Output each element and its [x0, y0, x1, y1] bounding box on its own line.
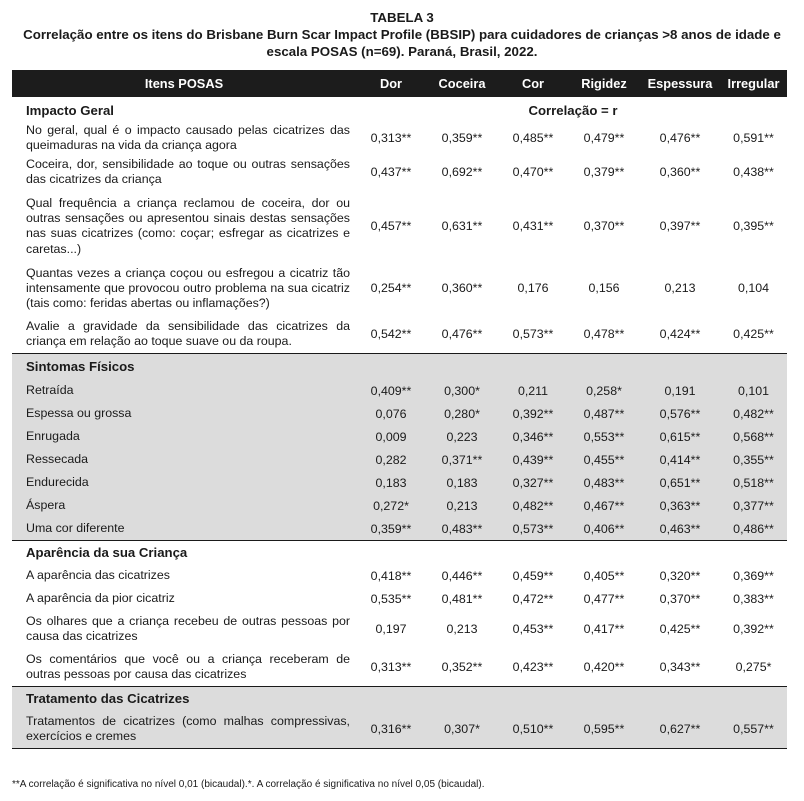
correlation-value: 0,363** — [640, 494, 720, 517]
header-rigidez: Rigidez — [581, 76, 627, 91]
item-text: Tratamentos de cicatrizes (como malhas compressivas, exercícios e cremes — [12, 710, 356, 748]
table-footnote: **A correlação é significativa no nível 0,01 (bicaudal).*. A correlação é significativa no nível 0,05 (bicaudal). — [12, 779, 485, 790]
correlation-value: 0,431** — [512, 219, 554, 234]
item-text: A aparência das cicatrizes — [26, 568, 170, 583]
correlation-value: 0,370** — [659, 591, 701, 606]
item-text: Uma cor diferente — [12, 517, 356, 540]
header-itens-posas: Itens POSAS — [144, 76, 224, 91]
correlation-value: 0,418** — [370, 568, 412, 583]
table-row — [12, 379, 787, 402]
correlation-value: 0,463** — [640, 517, 720, 540]
correlation-value: 0,510** — [498, 710, 568, 748]
correlation-value: 0,414** — [640, 448, 720, 471]
correlation-value: 0,446** — [441, 568, 483, 583]
correlation-value: 0,101 — [720, 379, 787, 402]
correlation-value: 0,254** — [370, 281, 412, 296]
correlation-value: 0,542** — [370, 327, 412, 342]
header-cor: Cor — [521, 76, 545, 91]
header-coceira: Coceira — [438, 76, 486, 91]
correlation-value: 0,223 — [426, 425, 498, 448]
correlation-value: 0,481** — [441, 591, 483, 606]
correlation-value: 0,383** — [733, 591, 774, 606]
correlation-value: 0,476** — [659, 131, 701, 146]
correlation-value: 0,397** — [659, 219, 701, 234]
correlation-value: 0,313** — [370, 131, 412, 146]
correlation-value: 0,487** — [568, 402, 640, 425]
correlation-value: 0,307* — [426, 710, 498, 748]
correlation-value: 0,379** — [583, 165, 625, 180]
item-text: A aparência da pior cicatriz — [26, 591, 175, 606]
correlation-value: 0,076 — [356, 402, 426, 425]
correlation-value: 0,392** — [733, 622, 774, 637]
correlation-value: 0,300* — [426, 379, 498, 402]
correlation-value: 0,359** — [356, 517, 426, 540]
correlation-value: 0,437** — [370, 165, 412, 180]
correlation-value: 0,457** — [370, 219, 412, 234]
correlation-value: 0,651** — [640, 471, 720, 494]
correlation-value: 0,183 — [426, 471, 498, 494]
correlation-value: 0,425** — [733, 327, 774, 342]
item-text: No geral, qual é o impacto causado pelas cicatrizes das queimaduras na vida da criança agora — [26, 123, 350, 153]
caption-line-1: Correlação entre os itens do Brisbane Burn Scar Impact Profile (BBSIP) para cuidadores de crianças >8 anos de idade e — [23, 27, 781, 42]
correlation-value: 0,692** — [441, 165, 483, 180]
correlation-value: 0,156 — [588, 281, 620, 296]
table-row — [12, 261, 787, 315]
correlation-value: 0,482** — [720, 402, 787, 425]
correlation-value: 0,417** — [583, 622, 625, 637]
table-row — [12, 425, 787, 448]
correlation-value: 0,424** — [659, 327, 701, 342]
correlation-table — [12, 70, 787, 749]
table-number: TABELA 3 — [370, 10, 434, 25]
header-dor: Dor — [379, 76, 403, 91]
correlation-value: 0,483** — [568, 471, 640, 494]
correlation-value: 0,420** — [583, 660, 625, 675]
correlation-value: 0,518** — [720, 471, 787, 494]
table-row — [12, 402, 787, 425]
correlation-value: 0,409** — [356, 379, 426, 402]
correlation-value: 0,479** — [583, 131, 625, 146]
correlation-value: 0,377** — [720, 494, 787, 517]
correlation-value: 0,343** — [659, 660, 701, 675]
correlation-value: 0,359** — [441, 131, 483, 146]
correlation-value: 0,406** — [568, 517, 640, 540]
correlation-value: 0,535** — [370, 591, 412, 606]
correlation-value: 0,371** — [426, 448, 498, 471]
section-header-row — [12, 540, 787, 564]
correlation-value: 0,176 — [517, 281, 549, 296]
correlation-value: 0,553** — [568, 425, 640, 448]
correlation-value: 0,455** — [568, 448, 640, 471]
table-row — [12, 564, 787, 587]
correlation-value: 0,191 — [640, 379, 720, 402]
table-row — [12, 448, 787, 471]
correlation-value: 0,360** — [441, 281, 483, 296]
section-title: Impacto Geral — [26, 102, 114, 118]
correlation-value: 0,573** — [498, 517, 568, 540]
correlation-value: 0,282 — [356, 448, 426, 471]
section-spacer — [356, 353, 787, 379]
section-spacer — [356, 97, 426, 123]
section-title: Tratamento das Cicatrizes — [12, 686, 356, 710]
correlation-value: 0,631** — [441, 219, 483, 234]
correlation-value: 0,483** — [426, 517, 498, 540]
correlation-value: 0,627** — [640, 710, 720, 748]
correlation-value: 0,438** — [733, 165, 774, 180]
item-text: Áspera — [12, 494, 356, 517]
item-text: Ressecada — [12, 448, 356, 471]
section-header-row — [12, 97, 787, 123]
correlation-value: 0,395** — [733, 219, 774, 234]
correlation-value: 0,320** — [659, 568, 701, 583]
correlation-value: 0,183 — [356, 471, 426, 494]
item-text: Qual frequência a criança reclamou de coceira, dor ou outras sensações ou apresentou sinais destas sensações nas suas cicatrizes (como: coçar; esfregar as cicatrizes e caretas...) — [26, 196, 350, 256]
correlation-value: 0,482** — [498, 494, 568, 517]
item-text: Coceira, dor, sensibilidade ao toque ou outras sensações das cicatrizes da criança — [26, 157, 350, 187]
item-text: Retraída — [12, 379, 356, 402]
table-row — [12, 153, 787, 191]
table-row — [12, 710, 787, 748]
correlation-value: 0,573** — [512, 327, 554, 342]
correlation-value: 0,486** — [720, 517, 787, 540]
table-row — [12, 123, 787, 153]
table-row — [12, 471, 787, 494]
item-text: Espessa ou grossa — [12, 402, 356, 425]
correlation-value: 0,453** — [512, 622, 554, 637]
correlation-value: 0,355** — [720, 448, 787, 471]
correlation-value: 0,439** — [498, 448, 568, 471]
section-title: Aparência da sua Criança — [12, 540, 356, 564]
correlation-value: 0,280* — [426, 402, 498, 425]
correlation-value: 0,472** — [512, 591, 554, 606]
correlation-value: 0,213 — [426, 494, 498, 517]
correlation-value: 0,425** — [659, 622, 701, 637]
header-espessura: Espessura — [647, 76, 713, 91]
correlation-value: 0,405** — [583, 568, 625, 583]
correlation-value: 0,352** — [441, 660, 483, 675]
table-row — [12, 517, 787, 540]
correlation-value: 0,576** — [640, 402, 720, 425]
correlation-value: 0,478** — [583, 327, 625, 342]
item-text: Avalie a gravidade da sensibilidade das cicatrizes da criança em relação ao toque suave ou da roupa. — [26, 318, 350, 349]
correlation-value: 0,476** — [441, 327, 483, 342]
correlation-value: 0,213 — [446, 622, 478, 637]
correlation-value: 0,369** — [733, 568, 774, 583]
table-row — [12, 191, 787, 261]
correlation-value: 0,477** — [583, 591, 625, 606]
table-header-row — [12, 70, 787, 97]
correlation-value: 0,360** — [659, 165, 701, 180]
table-row — [12, 587, 787, 610]
table-body — [12, 97, 787, 748]
correlation-value: 0,211 — [498, 379, 568, 402]
correlation-value: 0,615** — [640, 425, 720, 448]
correlation-value: 0,591** — [733, 131, 774, 146]
correlation-value: 0,197 — [375, 622, 407, 637]
section-spacer — [356, 686, 787, 710]
item-text: Os comentários que você ou a criança receberam de outras pessoas por causa das cicatrizes — [26, 651, 350, 682]
correlation-value: 0,258* — [568, 379, 640, 402]
correlation-value: 0,557** — [720, 710, 787, 748]
correlation-value: 0,370** — [583, 219, 625, 234]
item-text: Enrugada — [12, 425, 356, 448]
correlation-value: 0,327** — [498, 471, 568, 494]
header-irregular: Irregular — [727, 76, 780, 91]
correlation-value: 0,104 — [737, 281, 769, 296]
section-header-row — [12, 686, 787, 710]
correlation-value: 0,467** — [568, 494, 640, 517]
section-header-row — [12, 353, 787, 379]
correlation-value: 0,485** — [512, 131, 554, 146]
correlation-value: 0,313** — [370, 660, 412, 675]
section-title: Sintomas Físicos — [12, 353, 356, 379]
correlation-value: 0,568** — [720, 425, 787, 448]
section-spacer — [356, 540, 787, 564]
correlation-value: 0,009 — [356, 425, 426, 448]
table-row — [12, 494, 787, 517]
caption-line-2: escala POSAS (n=69). Paraná, Brasil, 2022. — [266, 44, 538, 59]
item-text: Os olhares que a criança recebeu de outras pessoas por causa das cicatrizes — [26, 614, 350, 644]
correlation-value: 0,213 — [664, 281, 696, 296]
item-text: Endurecida — [12, 471, 356, 494]
correlation-value: 0,275* — [735, 660, 772, 675]
correlation-value: 0,459** — [512, 568, 554, 583]
correlation-note: Correlação = r — [528, 102, 618, 118]
correlation-value: 0,423** — [512, 660, 554, 675]
section-spacer — [720, 97, 787, 123]
correlation-value: 0,272* — [356, 494, 426, 517]
correlation-value: 0,316** — [356, 710, 426, 748]
table-row — [12, 610, 787, 648]
correlation-value: 0,470** — [512, 165, 554, 180]
correlation-value: 0,346** — [498, 425, 568, 448]
correlation-value: 0,595** — [568, 710, 640, 748]
correlation-value: 0,392** — [498, 402, 568, 425]
table-row — [12, 648, 787, 686]
table-row — [12, 315, 787, 353]
table-caption — [6, 9, 798, 60]
item-text: Quantas vezes a criança coçou ou esfregou a cicatriz tão intensamente que provocou outro problema na sua cicatriz (tais como: feridas abertas ou inflamações?) — [26, 265, 350, 310]
